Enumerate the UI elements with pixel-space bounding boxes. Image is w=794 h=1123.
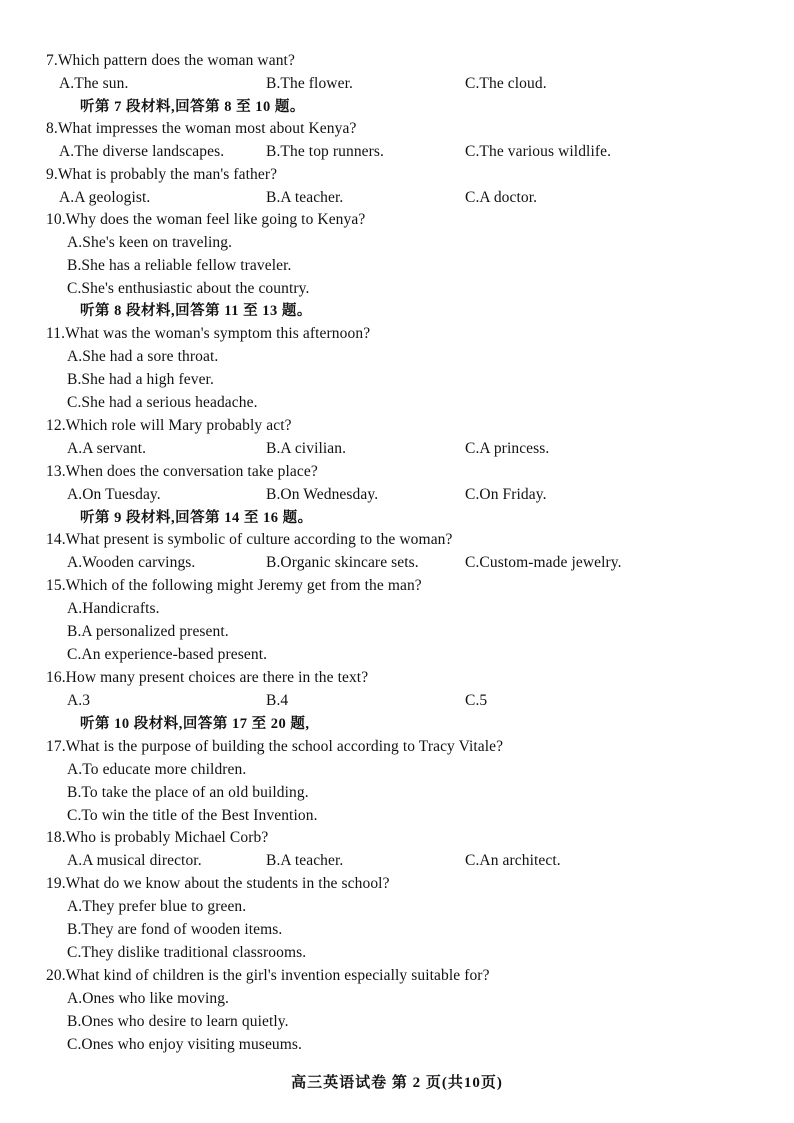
option-c: C.A doctor. (465, 189, 538, 206)
option-b: B.The flower. (266, 75, 353, 92)
option-a: A.3 (67, 692, 91, 709)
option-c: C.The various wildlife. (465, 143, 612, 160)
option-a: A.Wooden carvings. (67, 554, 196, 571)
option-a: A.The diverse landscapes. (59, 143, 225, 160)
option-a: A.A musical director. (67, 852, 202, 869)
option-b: B.On Wednesday. (266, 486, 379, 503)
exam-page: 7.Which pattern does the woman want? A.The sun. B.The flower. C.The cloud. 听第 7 段材料,回答第 8 至 10 题。 8.What impresses the woman most about Kenya? A.The diverse landscapes. B.The top runners. C.The various wildlife. 9.What is probably the man's father? A.A geologist. B.A teacher. C.A doctor. 10.Why does the woman feel like going to Kenya? A.She's keen on traveling. B.She has a reliable fellow traveler. C.She's enthusiastic about the country. 听第 8 段材料,回答第 11 至 13 题。 11.What was the woman's symptom this afternoon? A.She had a sore throat. B.She had a high fever. C.She had a serious headache. 12.Which role will Mary probably act? A.A servant. B.A civilian. C.A princess. 13.When does the conversation take place? A.On Tuesday. B.On Wednesday. C.On Friday. 听第 9 段材料,回答第 14 至 16 题。 14.What present is symbolic of culture according to the woman? A.Wooden carvings. B.Organic skincare sets. C.Custom-made jewelry. 15.Which of the following might Jeremy get from the man? A.Handicrafts. B.A personalized present. C.An experience-based present. 16.How many present choices are there in the text? A.3 B.4 C.5 听第 10 段材料,回答第 17 至 20 题, 17.What is the purpose of building the school according to Tracy Vitale? A.To educate more children. B.To take the place of an old building. C.To win the title of the Best Invention. 18.Who is probably Michael Corb? A.A musical director. B.A teacher. C.An architect. 19.What do we know about the students in the school? A.They prefer blue to green. B.They are fond of wooden items. C.They dislike traditional classrooms. 20.What kind of children is the girl's invention especially suitable for? A.Ones who like moving. B.Ones who desire to learn quietly. C.Ones who enjoy visiting museums. 高三英语试卷 第 2 页(共10页) (0, 0, 794, 1123)
option-c: C.A princess. (465, 440, 550, 457)
option-a: A.A geologist. (59, 189, 151, 206)
page-footer: 高三英语试卷 第 2 页(共10页) (291, 1075, 503, 1091)
option-b: B.The top runners. (266, 143, 385, 160)
option-c: C.Custom-made jewelry. (465, 554, 622, 571)
option-b: B.A teacher. (266, 189, 344, 206)
option-c: C.On Friday. (465, 486, 547, 503)
option-b: B.4 (266, 692, 289, 709)
option-c: C.The cloud. (465, 75, 547, 92)
option-b: B.Organic skincare sets. (266, 554, 419, 571)
option-a: A.A servant. (67, 440, 147, 457)
option-c: C.An architect. (465, 852, 561, 869)
option-c: C.5 (465, 692, 488, 709)
option-a: A.The sun. (59, 75, 129, 92)
option-a: A.On Tuesday. (67, 486, 161, 503)
option-b: B.A civilian. (266, 440, 347, 457)
option-b: B.A teacher. (266, 852, 344, 869)
